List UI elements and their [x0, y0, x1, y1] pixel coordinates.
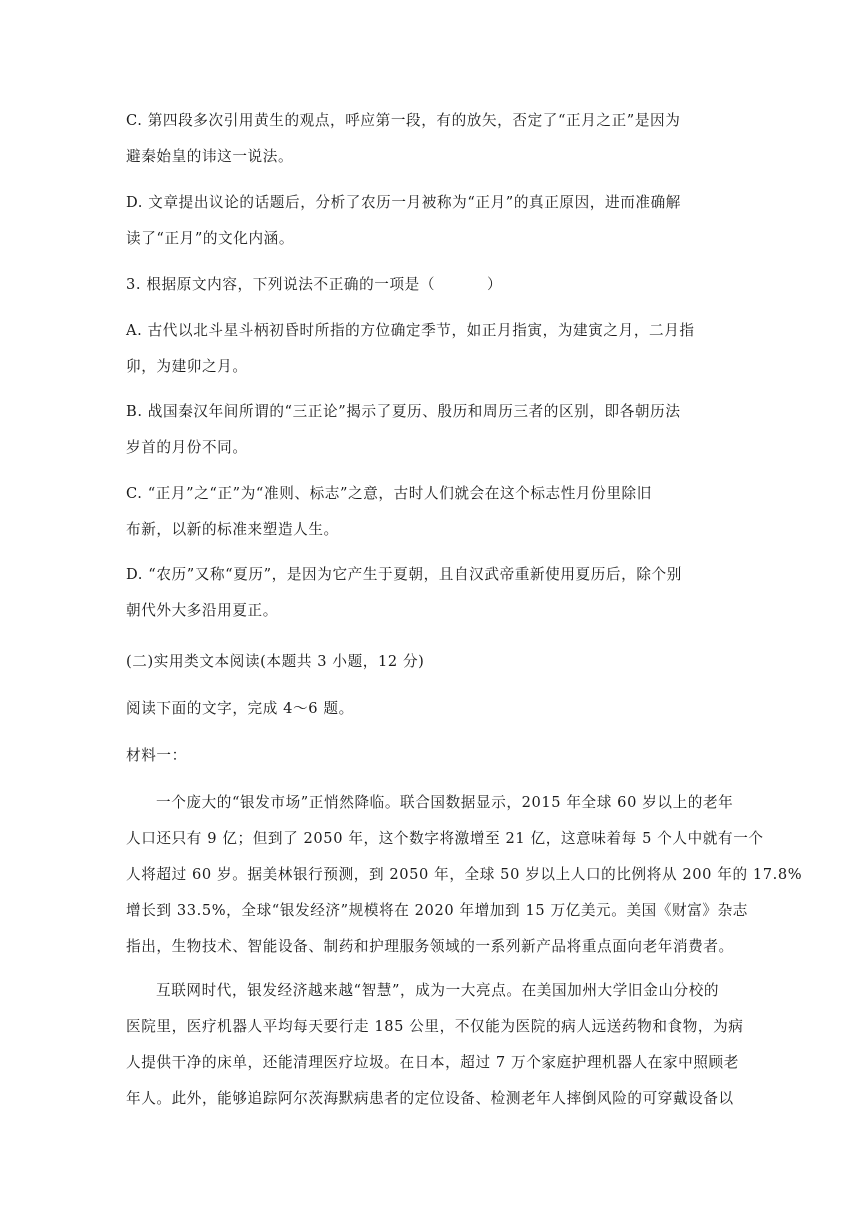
question-3-stem [126, 267, 740, 303]
q3-option-c-line-2: 布新，以新的标准来塑造人生。 [126, 521, 339, 538]
q3-option-a-line-1: A. 古代以北斗星斗柄初昏时所指的方位确定季节，如正月指寅，为建寅之月，二月指 [126, 322, 695, 339]
material-1-paragraph-2 [126, 973, 744, 1117]
paragraph-2-line-3: 人提供干净的床单，还能清理医疗垃圾。在日本，超过 7 万个家庭护理机器人在家中照顾老 [126, 1054, 739, 1071]
q2-option-c-line-1: C. 第四段多次引用黄生的观点，呼应第一段，有的放矢，否定了“正月之正”是因为 [126, 112, 681, 129]
material-1-label-text: 材料一： [126, 747, 187, 764]
q3-option-a [126, 313, 740, 385]
q3-option-b-line-1: B. 战国秦汉年间所谓的“三正论”揭示了夏历、殷历和周历三者的区别，即各朝历法 [126, 403, 681, 420]
section-2-heading [126, 644, 740, 680]
section-2-instruction [126, 691, 740, 727]
q2-option-c-line-2: 避秦始皇的讳这一说法。 [126, 148, 294, 165]
paragraph-1-line-4: 增长到 33.5%，全球“银发经济”规模将在 2020 年增加到 15 万亿美元。美国《财富》杂志 [126, 902, 748, 919]
question-3-stem-line [126, 267, 740, 303]
q3-option-b [126, 394, 740, 466]
section-2-heading-text: (二)实用类文本阅读(本题共 3 小题，12 分) [126, 653, 425, 670]
q3-option-d-line-1: D. “农历”又称“夏历”，是因为它产生于夏朝，且自汉武帝重新使用夏历后，除个别 [126, 566, 682, 583]
q3-option-c [126, 476, 740, 548]
paragraph-2-line-4: 年人。此外，能够追踪阿尔茨海默病患者的定位设备、检测老年人摔倒风险的可穿戴设备以 [126, 1090, 734, 1107]
q3-option-d-line-2: 朝代外大多沿用夏正。 [126, 602, 278, 619]
question-3-stem-prefix: 3. 根据原文内容，下列说法不正确的一项是（ [126, 276, 436, 293]
q2-option-d-line-2: 读了“正月”的文化内涵。 [126, 230, 295, 247]
paragraph-2-line-2: 医院里，医疗机器人平均每天要行走 185 公里，不仅能为医院的病人远送药物和食物，为病 [126, 1018, 744, 1035]
q3-option-c-line-1: C. “正月”之“正”为“准则、标志”之意，古时人们就会在这个标志性月份里除旧 [126, 485, 652, 502]
q3-option-b-line-2: 岁首的月份不同。 [126, 439, 248, 456]
q2-option-d [126, 185, 740, 257]
material-1-paragraph-1 [126, 785, 803, 965]
paragraph-1-line-2: 人口还只有 9 亿；但到了 2050 年，这个数字将激增至 21 亿，这意味着每 5 个人中就有一个 [126, 830, 764, 847]
material-1-label [126, 738, 740, 774]
paragraph-1-line-3: 人将超过 60 岁。据美林银行预测，到 2050 年，全球 50 岁以上人口的比例将从 200 年的 17.8% [126, 866, 803, 883]
q2-option-d-line-1: D. 文章提出议论的话题后，分析了农历一月被称为“正月”的真正原因，进而准确解 [126, 194, 681, 211]
paragraph-1-line-1: 一个庞大的“银发市场”正悄然降临。联合国数据显示，2015 年全球 60 岁以上的老年 [156, 794, 734, 811]
section-2-instruction-text: 阅读下面的文字，完成 4～6 题。 [126, 700, 354, 717]
q2-option-c [126, 103, 740, 175]
question-3-stem-suffix: ） [487, 276, 503, 293]
paragraph-2-line-1: 互联网时代，银发经济越来越“智慧”，成为一大亮点。在美国加州大学旧金山分校的 [156, 982, 720, 999]
q3-option-d [126, 557, 740, 629]
q3-option-a-line-2: 卯，为建卯之月。 [126, 358, 248, 375]
paragraph-1-line-5: 指出，生物技术、智能设备、制药和护理服务领域的一系列新产品将重点面向老年消费者。 [126, 938, 734, 955]
